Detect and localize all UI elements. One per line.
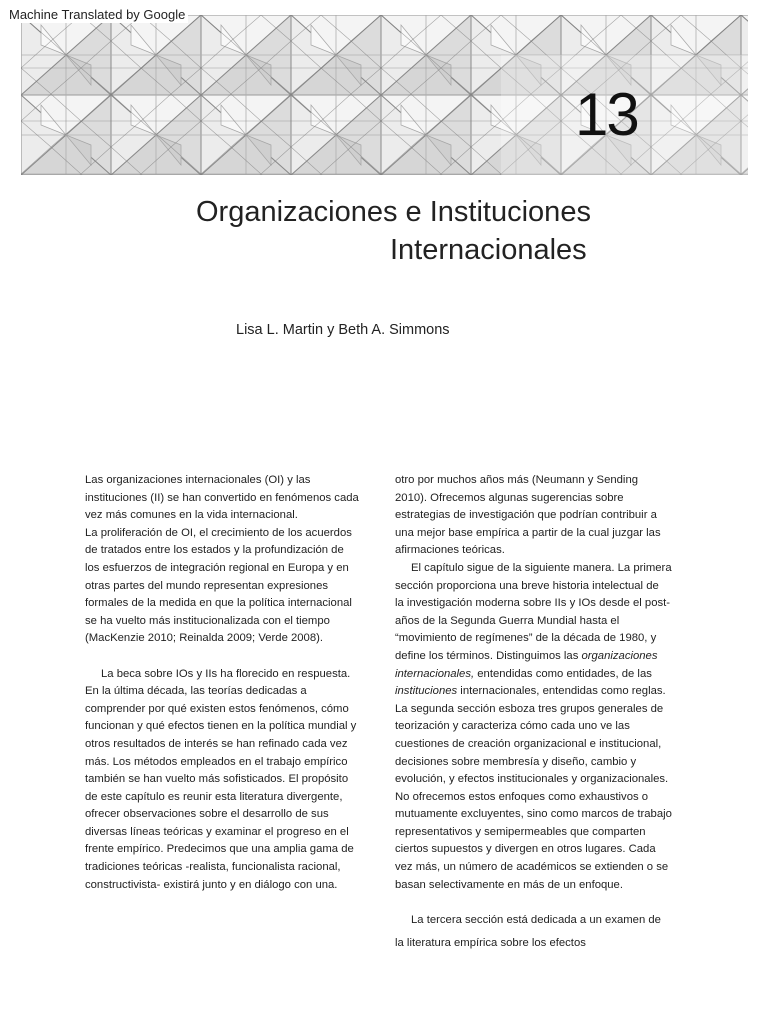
text-line: también se han vuelto más sofisticados. El propósito — [85, 773, 349, 786]
text-line: En la última década, las teorías dedicadas a — [85, 685, 307, 698]
text-line: diversas líneas teóricas y examinar el progreso en el — [85, 825, 349, 838]
text-line: ofrecer observaciones sobre el desarrollo de sus — [85, 808, 329, 821]
text-fragment: define los términos. Distinguimos las — [395, 649, 582, 662]
text-line: La tercera sección está dedicada a un examen de — [411, 913, 661, 926]
text-line: instituciones (II) se han convertido en fenómenos cada — [85, 491, 359, 504]
text-line: La proliferación de OI, el crecimiento de los acuerdos — [85, 526, 352, 539]
text-line: afirmaciones teóricas. — [395, 544, 505, 557]
chapter-title-line-1: Organizaciones e Instituciones — [196, 196, 591, 228]
text-line — [395, 683, 685, 701]
emphasized-term: instituciones — [395, 685, 458, 698]
text-line: una mejor base empírica a partir de la cual juzgar las — [395, 526, 661, 539]
machine-translated-label: Machine Translated by Google — [6, 6, 188, 23]
text-line: evolución, y efectos institucionales y organizacionales. — [395, 773, 669, 786]
text-line: El capítulo sigue de la siguiente manera. La primera — [411, 561, 672, 574]
text-line: se ha vuelto más institucionalizada con el tiempo — [85, 614, 330, 627]
text-line: otro por muchos años más (Neumann y Sending — [395, 474, 639, 486]
text-line: años de la Segunda Guerra Mundial hasta el — [395, 614, 620, 627]
text-line: ciertos supuestos y divergen en otros lugares. Cada — [395, 843, 656, 856]
text-line: constructivista- existirá junto y en diálogo con una. — [85, 878, 338, 891]
left-column — [85, 472, 375, 894]
text-line: de este capítulo es reunir esta literatura divergente, — [85, 790, 343, 803]
text-line: sección proporciona una breve historia intelectual de — [395, 579, 659, 592]
emphasized-term: internacionales, — [395, 667, 475, 680]
chapter-title-line-2: Internacionales — [390, 234, 587, 266]
paragraph-gap — [395, 894, 685, 912]
text-line: frente empírico. Predecimos que una amplia gama de — [85, 843, 354, 856]
text-line: basan selectivamente en más de un enfoque. — [395, 878, 623, 891]
chapter-number: 13 — [575, 81, 638, 148]
text-line: teorización y caracteriza cómo cada uno ve las — [395, 720, 630, 733]
text-line: (MacKenzie 2010; Reinalda 2009; Verde 2008). — [85, 632, 324, 645]
text-line: vez más, un número de académicos se extienden o se — [395, 861, 669, 874]
text-line: vez más comunes en la vida internacional. — [85, 509, 298, 522]
text-line: “movimiento de regímenes” de la década de 1980, y — [395, 632, 657, 645]
text-line: representativos y semipermeables que comparten — [395, 825, 646, 838]
text-line: cuestiones de creación organizacional e institucional, — [395, 737, 662, 750]
text-fragment: internacionales, entendidas como reglas. — [457, 685, 666, 698]
text-line: los esfuerzos de integración regional en Europa y en — [85, 561, 349, 574]
text-line: No ofrecemos estos enfoques como exhaustivos o — [395, 790, 649, 803]
right-column — [395, 472, 685, 953]
chapter-banner — [21, 15, 748, 175]
authors: Lisa L. Martin y Beth A. Simmons — [236, 322, 450, 338]
text-line: tradiciones teóricas -realista, funcionalista racional, — [85, 861, 341, 874]
text-line: la literatura empírica sobre los efectos — [395, 937, 586, 950]
text-line — [395, 648, 685, 666]
text-line: de tratados entre los estados y la profundización de — [85, 544, 344, 557]
text-line: La segunda sección esboza tres grupos generales de — [395, 702, 664, 715]
paragraph-gap — [85, 648, 375, 666]
geometric-pattern — [21, 15, 748, 175]
text-line: decisiones sobre membresía y diseño, cambio y — [395, 755, 637, 768]
text-line: otras partes del mundo representan expresiones — [85, 579, 329, 592]
text-line: otros resultados de interés se han refinado cada vez — [85, 737, 348, 750]
text-line: más. Los métodos empleados en el trabajo empírico — [85, 755, 348, 768]
emphasized-term: organizaciones — [581, 649, 658, 662]
text-line: la investigación moderna sobre IIs y IOs desde el post- — [395, 597, 671, 610]
text-line: comprender por qué existen estos fenómenos, cómo — [85, 702, 349, 715]
text-fragment: entendidas como entidades, de las — [474, 667, 652, 680]
text-line: 2010). Ofrecemos algunas sugerencias sobre — [395, 491, 624, 504]
text-line: formales de la medida en que la política internacional — [85, 597, 352, 610]
text-line — [395, 666, 685, 684]
text-line: La beca sobre IOs y IIs ha florecido en respuesta. — [101, 667, 351, 680]
text-line: funcionan y qué efectos tienen en la política mundial y — [85, 720, 357, 733]
text-line: estrategias de investigación que podrían contribuir a — [395, 509, 657, 522]
text-line: mutuamente excluyentes, sino como marcos de trabajo — [395, 808, 672, 821]
text-line: Las organizaciones internacionales (OI) y las — [85, 474, 311, 486]
